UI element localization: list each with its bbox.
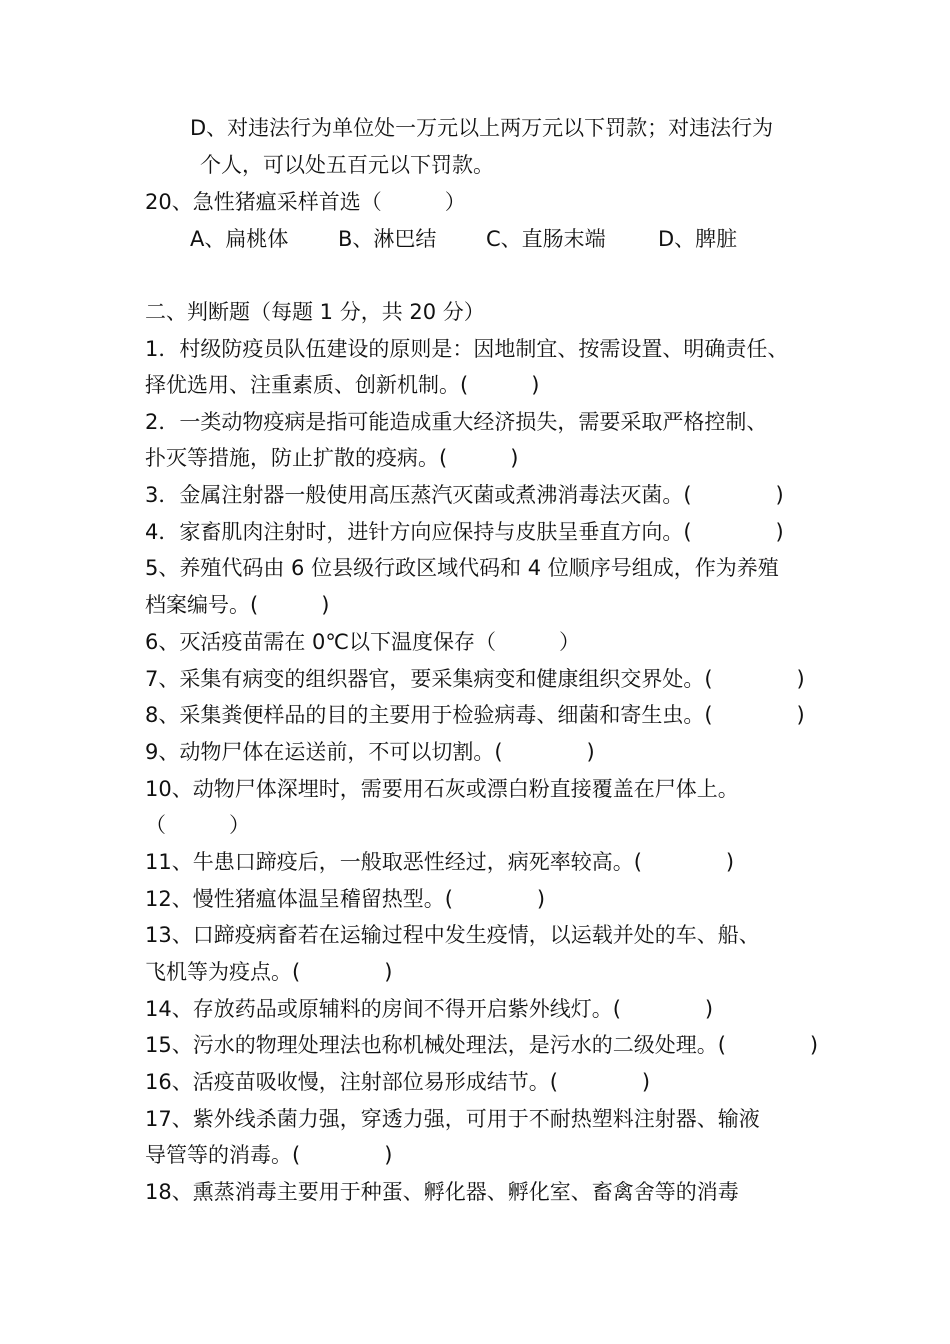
judgment-line: 6、灭活疫苗需在 0℃以下温度保存（ ） bbox=[145, 630, 580, 654]
judgment-line: 3．金属注射器一般使用高压蒸汽灭菌或煮沸消毒法灭菌。( ) bbox=[145, 483, 784, 507]
judgment-line: 12、慢性猪瘟体温呈稽留热型。( ) bbox=[145, 887, 546, 911]
judgment-line: 扑灭等措施，防止扩散的疫病。( ) bbox=[145, 446, 519, 470]
judgment-line: 9、动物尸体在运送前，不可以切割。( ) bbox=[145, 740, 595, 764]
q20-stem: 20、急性猪瘟采样首选（ ） bbox=[145, 190, 466, 214]
judgment-line: 17、紫外线杀菌力强，穿透力强，可用于不耐热塑料注射器、输液 bbox=[145, 1107, 760, 1131]
judgment-line: 14、存放药品或原辅料的房间不得开启紫外线灯。( ) bbox=[145, 997, 714, 1021]
judgment-line: 4．家畜肌肉注射时，进针方向应保持与皮肤呈垂直方向。( ) bbox=[145, 520, 784, 544]
q20-option-c: C、直肠末端 bbox=[486, 227, 606, 251]
q19-option-d-line2: 个人，可以处五百元以下罚款。 bbox=[200, 153, 494, 177]
section-title: 二、判断题（每题 1 分，共 20 分） bbox=[145, 300, 485, 324]
judgment-line: 8、采集粪便样品的目的主要用于检验病毒、细菌和寄生虫。( ) bbox=[145, 703, 805, 727]
judgment-line: 13、口蹄疫病畜若在运输过程中发生疫情，以运载并处的车、船、 bbox=[145, 923, 760, 947]
judgment-line: 导管等的消毒。( ) bbox=[145, 1143, 393, 1167]
judgment-line: 18、熏蒸消毒主要用于种蛋、孵化器、孵化室、畜禽舍等的消毒 bbox=[145, 1180, 739, 1204]
judgment-line: 15、污水的物理处理法也称机械处理法，是污水的二级处理。( ) bbox=[145, 1033, 819, 1057]
q20-option-d: D、脾脏 bbox=[658, 227, 738, 251]
judgment-line: 7、采集有病变的组织器官，要采集病变和健康组织交界处。( ) bbox=[145, 667, 805, 691]
judgment-line: 10、动物尸体深埋时，需要用石灰或漂白粉直接覆盖在尸体上。 bbox=[145, 777, 739, 801]
judgment-line: 2．一类动物疫病是指可能造成重大经济损失，需要采取严格控制、 bbox=[145, 410, 768, 434]
q20-option-a: A、扁桃体 bbox=[190, 227, 289, 251]
judgment-line: 飞机等为疫点。( ) bbox=[145, 960, 393, 984]
judgment-line: 择优选用、注重素质、创新机制。( ) bbox=[145, 373, 540, 397]
judgment-line: 5、养殖代码由 6 位县级行政区域代码和 4 位顺序号组成，作为养殖 bbox=[145, 556, 779, 580]
judgment-line: 11、牛患口蹄疫后，一般取恶性经过，病死率较高。( ) bbox=[145, 850, 735, 874]
judgment-line: 档案编号。( ) bbox=[145, 593, 330, 617]
judgment-line: 16、活疫苗吸收慢，注射部位易形成结节。( ) bbox=[145, 1070, 651, 1094]
q20-option-b: B、淋巴结 bbox=[338, 227, 437, 251]
q19-option-d-line1: D、对违法行为单位处一万元以上两万元以下罚款；对违法行为 bbox=[190, 116, 774, 140]
judgment-line: （ ） bbox=[145, 813, 250, 837]
judgment-line: 1．村级防疫员队伍建设的原则是：因地制宜、按需设置、明确责任、 bbox=[145, 337, 789, 361]
